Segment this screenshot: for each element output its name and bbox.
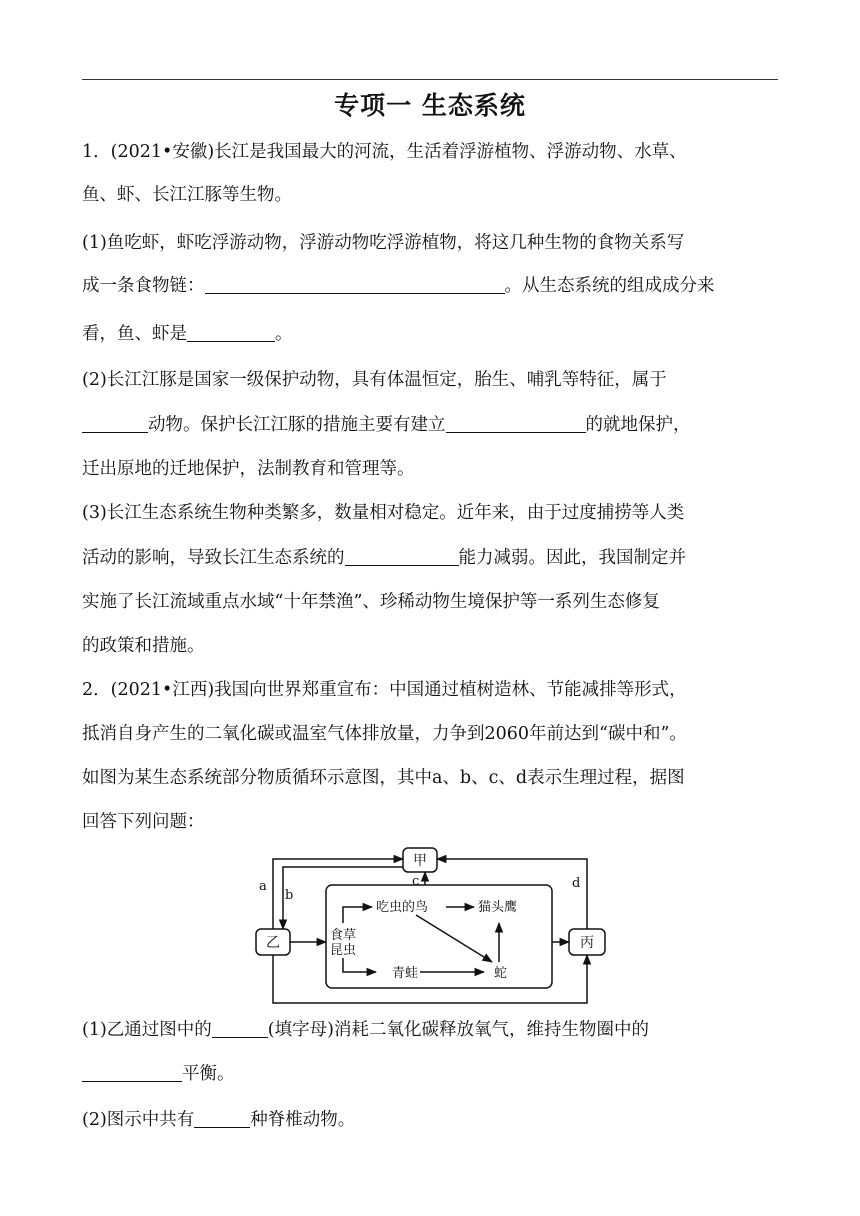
q2-stem-line-1: 2．(2021•江西)我国向世界郑重宣布：中国通过植树造林、节能减排等形式， [82, 680, 687, 700]
q1-part1-text-d: 。 [275, 324, 293, 344]
q1-part2-text-a: 动物。保护长江江豚的措施主要有建立 [148, 415, 446, 435]
header-rule [82, 79, 778, 80]
insect-label: 昆虫 [330, 943, 357, 958]
q1-part2-line-3: 迁出原地的迁地保护，法制教育和管理等。 [82, 459, 415, 479]
q2-part1-text-a: (1)乙通过图中的 [82, 1020, 212, 1040]
bird-label: 吃虫的鸟 [376, 900, 429, 915]
q2-stem-line-3: 如图为某生态系统部分物质循环示意图，其中a、b、c、d表示生理过程，据图 [82, 768, 685, 788]
q2-part1-text-b: (填字母)消耗二氧化碳释放氧气，维持生物圈中的 [267, 1020, 649, 1040]
q1-part3-line-3: 实施了长江流域重点水域“十年禁渔”、珍稀动物生境保护等一系列生态修复 [82, 592, 660, 612]
q2-part1-line-2 [82, 1062, 235, 1086]
balance-blank[interactable] [82, 1063, 182, 1082]
q1-part3-line-2 [82, 546, 686, 570]
regulation-blank[interactable] [345, 547, 459, 566]
label-a: a [259, 879, 267, 894]
q1-part1-text-c: 看，鱼、虾是 [82, 324, 187, 344]
q1-part2-text-b: 的就地保护， [585, 415, 691, 435]
q2-stem-line-2: 抵消自身产生的二氧化碳或温室气体排放量，力争到2060年前达到“碳中和”。 [82, 724, 687, 744]
q1-part1-line-3 [82, 322, 293, 346]
arrow-yi-to-bing [273, 955, 587, 1003]
q1-part3-text-b: 能力减弱。因此，我国制定并 [458, 548, 686, 568]
animal-class-blank[interactable] [82, 414, 148, 433]
q2-part1-line-1 [82, 1018, 649, 1042]
frog-label: 青蛙 [392, 966, 419, 981]
q2-stem-line-4: 回答下列问题： [82, 812, 205, 832]
jia-label: 甲 [413, 853, 427, 869]
q2-part1-text-c: 平衡。 [182, 1064, 235, 1084]
snake-label: 蛇 [494, 966, 508, 981]
process-letter-blank[interactable] [212, 1019, 268, 1038]
component-blank[interactable] [187, 323, 275, 342]
arrow-d [437, 859, 587, 929]
label-c: c [412, 874, 420, 889]
q1-stem-line-1: 1．(2021•安徽)长江是我国最大的河流，生活着浮游植物、浮游动物、水草、 [82, 142, 687, 162]
q1-part3-line-1: (3)长江生态系统生物种类繁多，数量相对稳定。近年来，由于过度捕捞等人类 [82, 503, 685, 523]
carbon-cycle-diagram [250, 843, 620, 1013]
q1-part1-text-b: 。从生态系统的组成成分来 [504, 276, 715, 296]
q1-part2-line-2 [82, 413, 691, 437]
page-title: 专项一 生态系统 [334, 91, 526, 120]
q1-part1-line-1: (1)鱼吃虾，虾吃浮游动物，浮游动物吃浮游植物，将这几种生物的食物关系写 [82, 233, 685, 253]
q1-part3-text-a: 活动的影响，导致长江生态系统的 [82, 548, 345, 568]
arrow-bird-to-snake [416, 915, 492, 962]
owl-label: 猫头鹰 [478, 900, 518, 915]
grass-label: 食草 [330, 928, 357, 943]
vertebrate-count-blank[interactable] [194, 1109, 250, 1128]
yi-label: 乙 [266, 935, 280, 951]
label-d: d [572, 876, 581, 891]
q1-part1-text-a: 成一条食物链： [82, 276, 205, 296]
protection-blank[interactable] [446, 414, 586, 433]
q1-part3-line-4: 的政策和措施。 [82, 636, 205, 656]
arrow-insect-to-frog [343, 958, 376, 972]
q2-part2-line-1 [82, 1108, 355, 1132]
q1-stem-line-2: 鱼、虾、长江江豚等生物。 [82, 185, 292, 205]
label-b: b [285, 888, 294, 903]
q1-part1-line-2 [82, 274, 715, 298]
bing-label: 丙 [580, 935, 594, 951]
q1-part2-line-1: (2)长江江豚是国家一级保护动物，具有体温恒定，胎生、哺乳等特征，属于 [82, 370, 667, 390]
q2-part2-text-b: 种脊椎动物。 [250, 1110, 356, 1130]
arrow-insect-to-bird [343, 907, 372, 923]
food-chain-blank[interactable] [205, 275, 505, 294]
q2-part2-text-a: (2)图示中共有 [82, 1110, 195, 1130]
